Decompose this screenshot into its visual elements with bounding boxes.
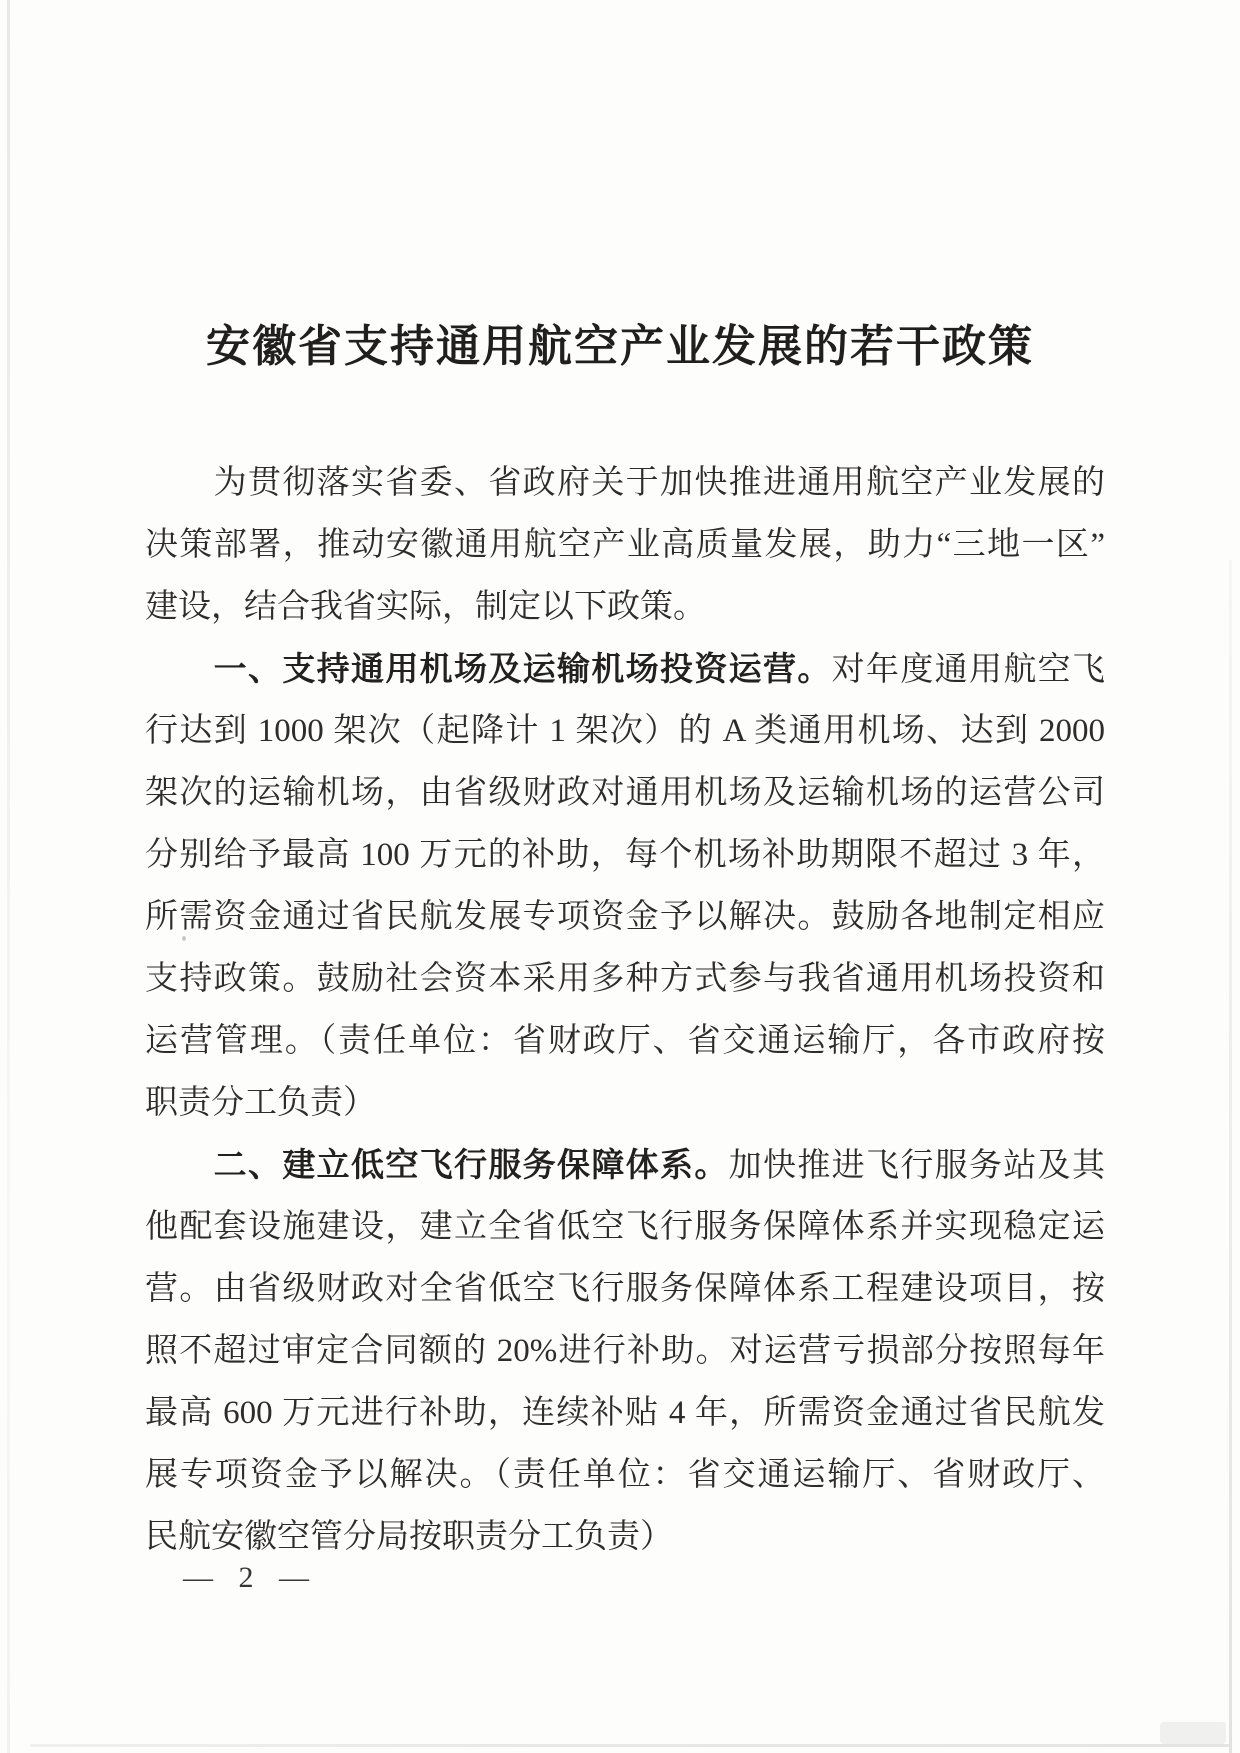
paragraph [145, 1134, 1105, 1568]
text-line: 二、建立低空飞行服务保障体系。加快推进飞行服务站及其 [145, 1146, 1105, 1184]
text-line: 分别给予最高 100 万元的补助，每个机场补助期限不超过 3 年， [145, 837, 1105, 873]
section-heading: 二、建立低空飞行服务保障体系。 [145, 1146, 729, 1183]
text-line: 职责分工负责） [145, 1085, 376, 1121]
text-line: 所需资金通过省民航发展专项资金予以解决。鼓励各地制定相应 [145, 899, 1105, 935]
paragraph [145, 638, 1105, 1134]
text-line: 民航安徽空管分局按职责分工负责） [145, 1519, 673, 1555]
text-line: 他配套设施建设，建立全省低空飞行服务保障体系并实现稳定运 [145, 1209, 1105, 1245]
text-line: 建设，结合我省实际，制定以下政策。 [145, 589, 706, 625]
scan-smudge-artifact [1160, 1722, 1226, 1744]
document-body [145, 452, 1105, 1568]
section-heading: 一、支持通用机场及运输机场投资运营。 [145, 650, 832, 687]
text-line: 营。由省级财政对全省低空飞行服务保障体系工程建设项目，按 [145, 1271, 1105, 1307]
paragraph [145, 452, 1105, 638]
text-line: 决策部署，推动安徽通用航空产业高质量发展，助力“三地一区” [145, 527, 1105, 563]
text-line: 最高 600 万元进行补助，连续补贴 4 年，所需资金通过省民航发 [145, 1395, 1105, 1431]
text-line: 支持政策。鼓励社会资本采用多种方式参与我省通用机场投资和 [145, 961, 1105, 997]
text-line: 展专项资金予以解决。（责任单位：省交通运输厅、省财政厅、 [145, 1457, 1105, 1493]
scan-edge-artifact-right [1229, 560, 1232, 1753]
text-line: 行达到 1000 架次（起降计 1 架次）的 A 类通用机场、达到 2000 [145, 713, 1105, 749]
text-line: 运营管理。（责任单位：省财政厅、省交通运输厅，各市政府按 [145, 1023, 1105, 1059]
document-title: 安徽省支持通用航空产业发展的若干政策 [206, 322, 1034, 371]
text-line: 架次的运输机场，由省级财政对通用机场及运输机场的运营公司 [145, 775, 1105, 811]
page-number: — 2 — [183, 1561, 318, 1594]
text-line: 一、支持通用机场及运输机场投资运营。对年度通用航空飞 [145, 650, 1105, 688]
text-line: 为贯彻落实省委、省政府关于加快推进通用航空产业发展的 [145, 465, 1105, 501]
text-line: 照不超过审定合同额的 20%进行补助。对运营亏损部分按照每年 [145, 1333, 1105, 1369]
scan-edge-artifact-bottom [30, 1744, 1230, 1747]
scan-edge-artifact-left [7, 0, 10, 1753]
